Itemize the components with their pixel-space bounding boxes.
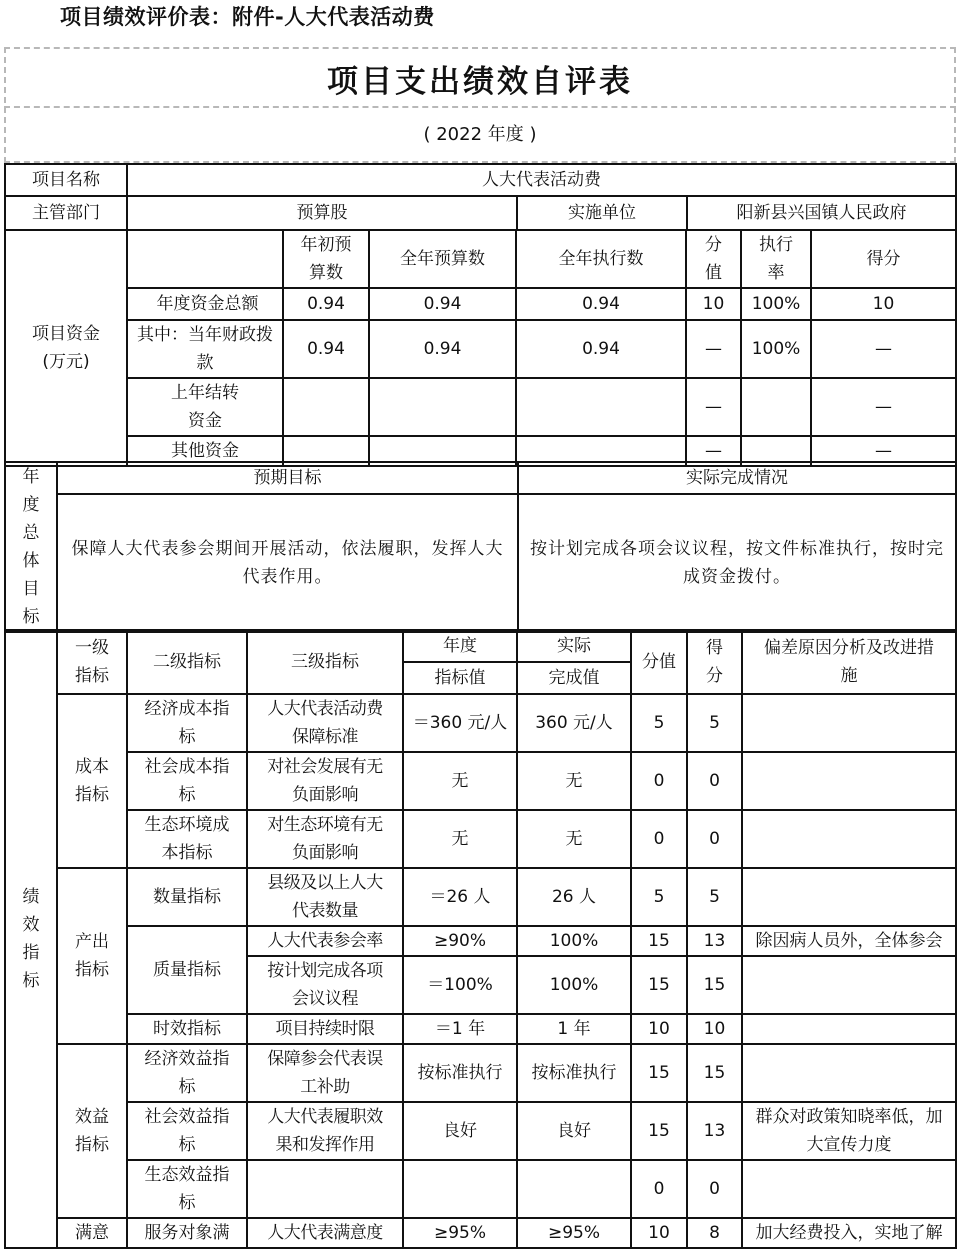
fund-name: 上年结转 资金 xyxy=(127,378,283,436)
title-divider xyxy=(4,106,956,108)
deviation-cell xyxy=(742,810,956,868)
level3-cell xyxy=(247,1160,403,1218)
weight-cell: 15 xyxy=(631,956,687,1014)
implementer-label: 实施单位 xyxy=(517,196,687,230)
funds-label: 项目资金 (万元) xyxy=(5,230,127,466)
fund-executed xyxy=(516,378,686,436)
deviation-cell xyxy=(742,868,956,926)
level2-cell: 质量指标 xyxy=(127,926,247,1014)
fund-score: — xyxy=(811,378,956,436)
deviation-cell: 加大经费投入，实地了解 xyxy=(742,1218,956,1248)
form-title: 项目支出绩效自评表 xyxy=(327,64,633,100)
indicator-row xyxy=(5,1044,956,1102)
funds-table xyxy=(4,229,957,467)
indicator-row xyxy=(5,1160,956,1218)
level1-cost: 成本 指标 xyxy=(57,694,127,868)
level3-cell: 对社会发展有无 负面影响 xyxy=(247,752,403,810)
target-cell: 无 xyxy=(403,752,517,810)
actual-cell: 100% xyxy=(517,926,631,956)
level3-cell: 人大代表参会率 xyxy=(247,926,403,956)
header-score: 得分 xyxy=(811,230,956,288)
header-weight: 分值 xyxy=(631,630,687,694)
level2-cell: 时效指标 xyxy=(127,1014,247,1044)
funds-row xyxy=(5,378,956,436)
actual-cell: 100% xyxy=(517,956,631,1014)
actual-cell: ≥95% xyxy=(517,1218,631,1248)
target-cell: ≥95% xyxy=(403,1218,517,1248)
target-cell: 无 xyxy=(403,810,517,868)
actual-result-label: 实际完成情况 xyxy=(518,462,956,494)
level2-cell: 数量指标 xyxy=(127,868,247,926)
weight-cell: 0 xyxy=(631,752,687,810)
fund-executed: 0.94 xyxy=(516,288,686,320)
level3-cell: 人大代表满意度 xyxy=(247,1218,403,1248)
score-cell: 0 xyxy=(687,1160,742,1218)
header-level2: 二级指标 xyxy=(127,630,247,694)
score-cell: 5 xyxy=(687,868,742,926)
project-name-value: 人大代表活动费 xyxy=(127,164,956,196)
deviation-cell xyxy=(742,1160,956,1218)
header-actual: 实际 xyxy=(517,630,631,662)
fund-score: — xyxy=(811,320,956,378)
weight-cell: 5 xyxy=(631,868,687,926)
header-budget: 全年预算数 xyxy=(369,230,516,288)
deviation-cell xyxy=(742,1014,956,1044)
header-weight: 分 值 xyxy=(686,230,741,288)
indicators-label: 绩 效 指 标 xyxy=(5,630,57,1248)
header-executed: 全年执行数 xyxy=(516,230,686,288)
expected-goal-label: 预期目标 xyxy=(57,462,518,494)
fund-budget xyxy=(369,378,516,436)
expected-goal-text: 保障人大代表参会期间开展活动，依法履职，发挥人大代表作用。 xyxy=(57,494,518,632)
deviation-cell xyxy=(742,752,956,810)
header-deviation: 偏差原因分析及改进措 施 xyxy=(742,630,956,694)
deviation-cell xyxy=(742,1044,956,1102)
evaluation-table xyxy=(4,163,957,231)
funds-row xyxy=(5,320,956,378)
weight-cell: 5 xyxy=(631,694,687,752)
score-cell: 15 xyxy=(687,1044,742,1102)
weight-cell: 0 xyxy=(631,810,687,868)
deviation-cell xyxy=(742,694,956,752)
fund-score: 10 xyxy=(811,288,956,320)
target-cell: ＝26 人 xyxy=(403,868,517,926)
level2-cell: 生态环境成 本指标 xyxy=(127,810,247,868)
department-row xyxy=(5,196,956,230)
level1-output: 产出 指标 xyxy=(57,868,127,1044)
implementer-value: 阳新县兴国镇人民政府 xyxy=(687,196,956,230)
target-cell: 按标准执行 xyxy=(403,1044,517,1102)
fund-name: 其他资金 xyxy=(127,436,283,466)
indicator-row xyxy=(5,752,956,810)
weight-cell: 0 xyxy=(631,1160,687,1218)
deviation-cell: 群众对政策知晓率低，加 大宣传力度 xyxy=(742,1102,956,1160)
goals-header-row xyxy=(5,462,956,494)
header-annual: 年度 xyxy=(403,630,517,662)
funds-row xyxy=(5,288,956,320)
level1-benefit: 效益 指标 xyxy=(57,1044,127,1218)
weight-cell: 10 xyxy=(631,1014,687,1044)
goals-table xyxy=(4,461,957,633)
target-cell: ＝100% xyxy=(403,956,517,1014)
fund-weight: — xyxy=(686,320,741,378)
header-initial: 年初预 算数 xyxy=(283,230,369,288)
actual-cell: 360 元/人 xyxy=(517,694,631,752)
fund-executed: 0.94 xyxy=(516,320,686,378)
level3-cell: 人大代表履职效 果和发挥作用 xyxy=(247,1102,403,1160)
level3-cell: 人大代表活动费 保障标准 xyxy=(247,694,403,752)
project-name-row xyxy=(5,164,956,196)
fund-initial xyxy=(283,378,369,436)
actual-cell: 26 人 xyxy=(517,868,631,926)
header-level3: 三级指标 xyxy=(247,630,403,694)
indicator-row xyxy=(5,1014,956,1044)
header-target: 指标值 xyxy=(403,662,517,694)
weight-cell: 15 xyxy=(631,926,687,956)
fund-initial: 0.94 xyxy=(283,320,369,378)
weight-cell: 15 xyxy=(631,1102,687,1160)
deviation-cell xyxy=(742,956,956,1014)
score-cell: 0 xyxy=(687,752,742,810)
fund-weight: — xyxy=(686,378,741,436)
funds-header-blank xyxy=(127,230,283,288)
department-value: 预算股 xyxy=(127,196,517,230)
score-cell: 13 xyxy=(687,926,742,956)
indicators-table xyxy=(4,629,957,1249)
fund-name: 其中：当年财政拨 款 xyxy=(127,320,283,378)
indicators-header-row xyxy=(5,630,956,662)
fund-weight: — xyxy=(686,436,741,466)
fund-rate xyxy=(741,378,811,436)
header-rate: 执行 率 xyxy=(741,230,811,288)
actual-result-text: 按计划完成各项会议议程，按文件标准执行，按时完成资金拨付。 xyxy=(518,494,956,632)
actual-cell xyxy=(517,1160,631,1218)
fund-rate: 100% xyxy=(741,288,811,320)
header-score: 得 分 xyxy=(687,630,742,694)
level3-cell: 对生态环境有无 负面影响 xyxy=(247,810,403,868)
actual-cell: 良好 xyxy=(517,1102,631,1160)
fund-weight: 10 xyxy=(686,288,741,320)
level2-cell: 经济成本指 标 xyxy=(127,694,247,752)
actual-cell: 无 xyxy=(517,752,631,810)
weight-cell: 10 xyxy=(631,1218,687,1248)
fund-rate: 100% xyxy=(741,320,811,378)
level1-satisfaction: 满意 xyxy=(57,1218,127,1248)
fund-score: — xyxy=(811,436,956,466)
funds-header-row xyxy=(5,230,956,288)
header-actual-value: 完成值 xyxy=(517,662,631,694)
level3-cell: 按计划完成各项 会议议程 xyxy=(247,956,403,1014)
score-cell: 13 xyxy=(687,1102,742,1160)
target-cell: 良好 xyxy=(403,1102,517,1160)
target-cell: ＝1 年 xyxy=(403,1014,517,1044)
goals-content-row xyxy=(5,494,956,632)
score-cell: 10 xyxy=(687,1014,742,1044)
header-level1: 一级 指标 xyxy=(57,630,127,694)
level2-cell: 服务对象满 xyxy=(127,1218,247,1248)
department-label: 主管部门 xyxy=(5,196,127,230)
target-cell: ≥90% xyxy=(403,926,517,956)
indicator-row xyxy=(5,926,956,956)
level2-cell: 社会成本指 标 xyxy=(127,752,247,810)
level3-cell: 项目持续时限 xyxy=(247,1014,403,1044)
actual-cell: 按标准执行 xyxy=(517,1044,631,1102)
indicator-row xyxy=(5,810,956,868)
target-cell: ＝360 元/人 xyxy=(403,694,517,752)
level2-cell: 社会效益指 标 xyxy=(127,1102,247,1160)
fund-initial: 0.94 xyxy=(283,288,369,320)
form-year: ( 2022 年度 ) xyxy=(423,124,537,145)
document-heading: 项目绩效评价表：附件-人大代表活动费 xyxy=(60,5,435,29)
level2-cell: 生态效益指 标 xyxy=(127,1160,247,1218)
project-name-label: 项目名称 xyxy=(5,164,127,196)
score-cell: 8 xyxy=(687,1218,742,1248)
goals-label: 年 度 总 体 目 标 xyxy=(5,462,57,632)
indicator-row xyxy=(5,868,956,926)
weight-cell: 15 xyxy=(631,1044,687,1102)
fund-budget: 0.94 xyxy=(369,320,516,378)
score-cell: 15 xyxy=(687,956,742,1014)
level2-cell: 经济效益指 标 xyxy=(127,1044,247,1102)
indicator-row xyxy=(5,1102,956,1160)
level3-cell: 保障参会代表误 工补助 xyxy=(247,1044,403,1102)
target-cell xyxy=(403,1160,517,1218)
actual-cell: 1 年 xyxy=(517,1014,631,1044)
deviation-cell: 除因病人员外，全体参会 xyxy=(742,926,956,956)
fund-name: 年度资金总额 xyxy=(127,288,283,320)
level3-cell: 县级及以上人大 代表数量 xyxy=(247,868,403,926)
score-cell: 5 xyxy=(687,694,742,752)
fund-budget: 0.94 xyxy=(369,288,516,320)
score-cell: 0 xyxy=(687,810,742,868)
indicator-row xyxy=(5,694,956,752)
actual-cell: 无 xyxy=(517,810,631,868)
